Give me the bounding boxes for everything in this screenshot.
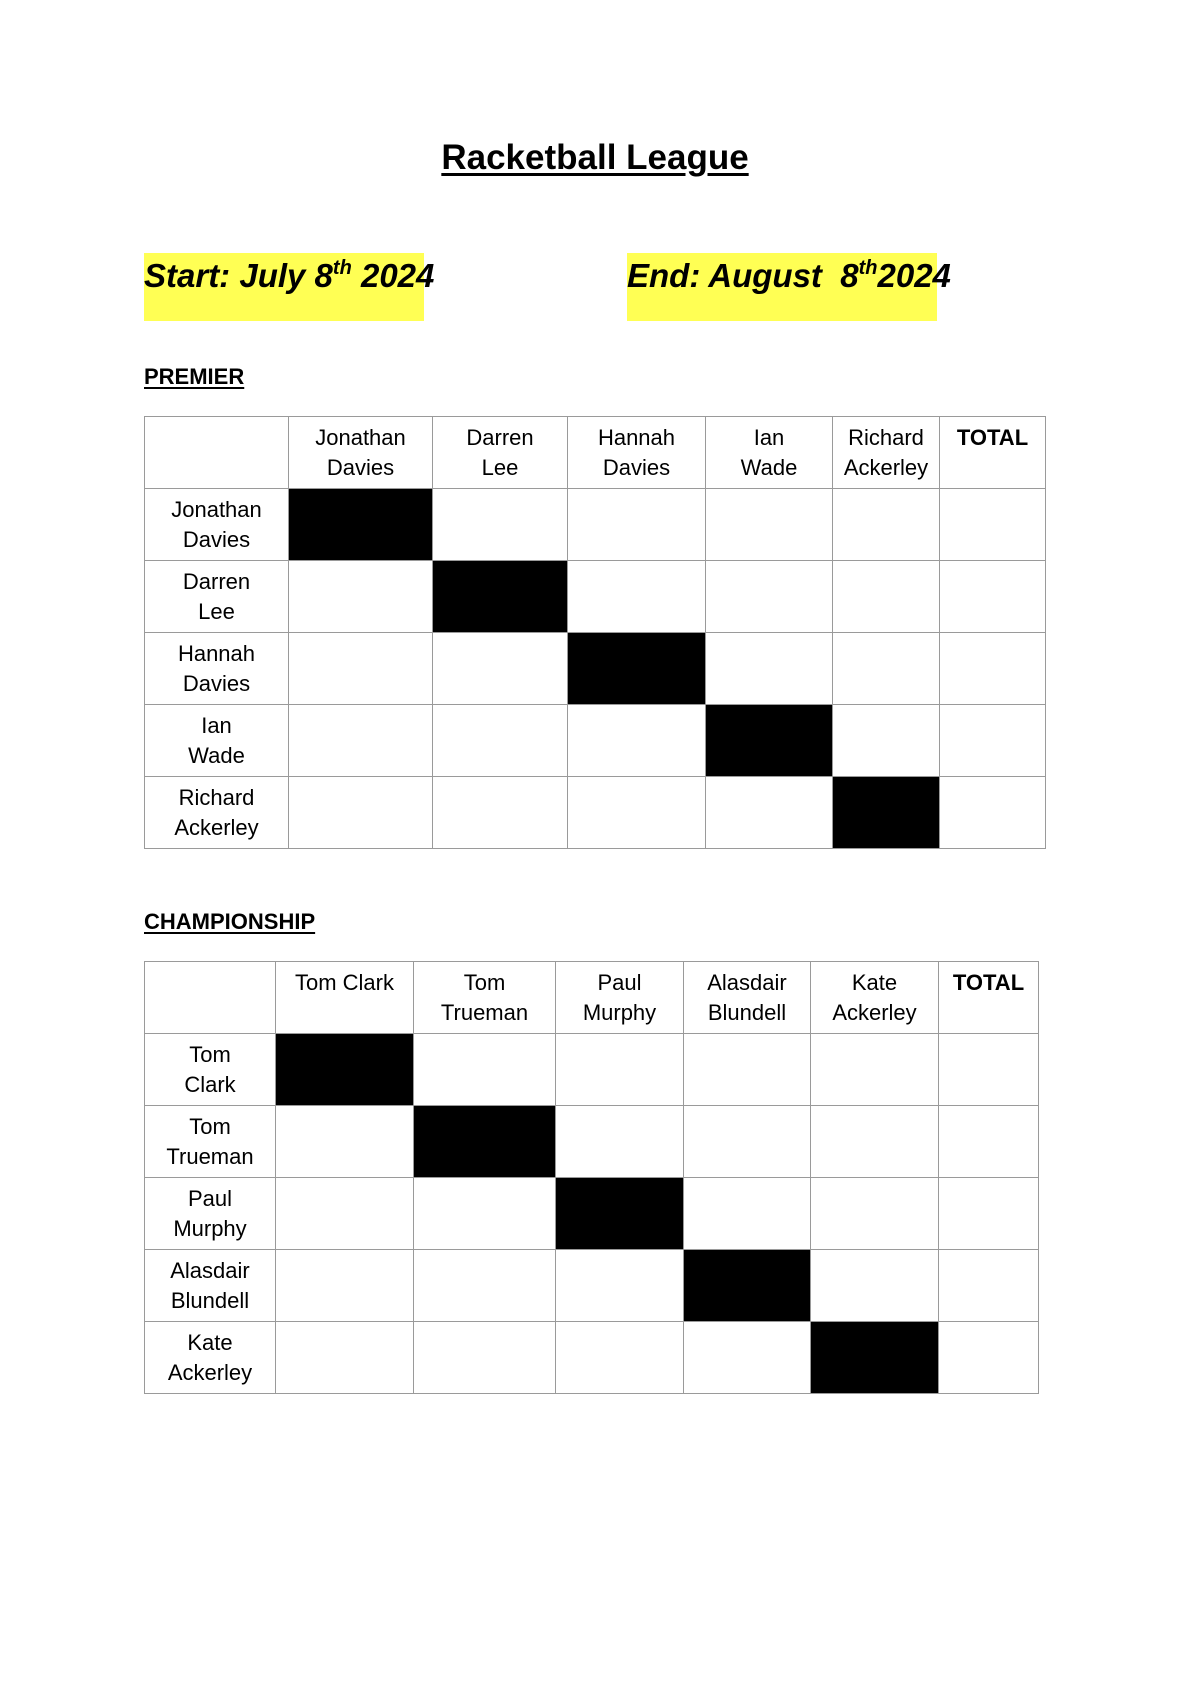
row-header (145, 1034, 276, 1106)
row-header (145, 777, 289, 849)
row-header-first: Kate (187, 1329, 233, 1355)
start-date-suffix: th (332, 257, 352, 279)
score-cell[interactable] (833, 561, 940, 633)
row-header-first: Alasdair (170, 1257, 250, 1283)
total-cell[interactable] (940, 561, 1046, 633)
column-header (833, 417, 940, 489)
score-cell[interactable] (568, 489, 706, 561)
column-header (556, 962, 684, 1034)
column-header (414, 962, 556, 1034)
row-header (145, 633, 289, 705)
table-row (145, 1250, 1039, 1322)
total-cell[interactable] (940, 777, 1046, 849)
column-header (684, 962, 811, 1034)
page-title: Racketball League (441, 138, 749, 177)
end-date-suffix: th (858, 257, 878, 279)
row-header-first: Darren (182, 568, 251, 594)
start-date-label: Start: July 8 (144, 257, 333, 294)
score-cell[interactable] (833, 705, 940, 777)
score-cell[interactable] (684, 1106, 811, 1178)
score-cell[interactable] (289, 561, 433, 633)
score-cell[interactable] (414, 1178, 556, 1250)
score-cell[interactable] (433, 489, 568, 561)
championship-heading: CHAMPIONSHIP (144, 909, 316, 934)
column-header-last: Ackerley (843, 455, 929, 480)
blocked-cell (833, 777, 940, 849)
row-header-last: Clark (184, 1071, 236, 1097)
total-cell[interactable] (939, 1106, 1039, 1178)
blocked-cell (706, 705, 833, 777)
blocked-cell (684, 1250, 811, 1322)
column-header-last: Blundell (707, 1000, 787, 1025)
total-cell[interactable] (940, 633, 1046, 705)
blocked-cell (811, 1322, 939, 1394)
score-cell[interactable] (706, 561, 833, 633)
score-cell[interactable] (568, 561, 706, 633)
table-row (145, 561, 1046, 633)
column-header-last: Ackerley (832, 1000, 917, 1025)
total-cell[interactable] (939, 1178, 1039, 1250)
score-cell[interactable] (568, 777, 706, 849)
total-cell[interactable] (939, 1250, 1039, 1322)
column-header-last: Davies (326, 455, 395, 480)
column-header (289, 417, 433, 489)
score-cell[interactable] (811, 1034, 939, 1106)
score-cell[interactable] (289, 777, 433, 849)
score-cell[interactable] (706, 777, 833, 849)
total-cell[interactable] (940, 705, 1046, 777)
start-date-year: 2024 (351, 257, 435, 294)
blocked-cell (276, 1034, 414, 1106)
score-cell[interactable] (568, 705, 706, 777)
corner-cell (145, 962, 276, 1034)
blocked-cell (289, 489, 433, 561)
column-header-first: Richard (848, 425, 924, 450)
row-header-first: Hannah (177, 640, 256, 666)
row-header-last: Davies (182, 526, 251, 552)
premier-heading: PREMIER (144, 364, 245, 389)
header-row (145, 962, 1039, 1034)
table-row (145, 633, 1046, 705)
table-row (145, 1322, 1039, 1394)
row-header-last: Blundell (170, 1287, 250, 1313)
score-cell[interactable] (811, 1178, 939, 1250)
corner-cell (145, 417, 289, 489)
row-header-first: Tom (189, 1113, 231, 1139)
row-header-first: Jonathan (171, 496, 262, 522)
premier-table (144, 416, 1046, 849)
row-header-first: Tom (189, 1041, 231, 1067)
row-header-last: Ackerley (174, 814, 259, 840)
row-header (145, 1322, 276, 1394)
row-header-last: Ackerley (167, 1359, 253, 1385)
column-header-first: Hannah (597, 425, 676, 450)
score-cell[interactable] (433, 705, 568, 777)
score-cell[interactable] (684, 1178, 811, 1250)
column-header-first: Paul (597, 970, 642, 995)
total-header: TOTAL (940, 417, 1046, 489)
column-header-last: Murphy (582, 1000, 657, 1025)
column-header (433, 417, 568, 489)
column-header-last: Wade (740, 455, 798, 480)
column-header (706, 417, 833, 489)
start-date (144, 253, 435, 321)
column-header-first: Jonathan (315, 425, 406, 450)
row-header-first: Paul (187, 1185, 233, 1211)
score-cell[interactable] (289, 705, 433, 777)
row-header (145, 705, 289, 777)
total-cell[interactable] (940, 489, 1046, 561)
blocked-cell (556, 1178, 684, 1250)
score-cell[interactable] (556, 1250, 684, 1322)
column-header (276, 962, 414, 1034)
column-header-last: Lee (481, 455, 519, 480)
row-header (145, 561, 289, 633)
score-cell[interactable] (414, 1034, 556, 1106)
end-date (627, 253, 951, 321)
score-cell[interactable] (433, 633, 568, 705)
header-row (145, 417, 1046, 489)
row-header-last: Wade (188, 742, 245, 768)
row-header (145, 1178, 276, 1250)
row-header-first: Richard (178, 784, 255, 810)
blocked-cell (568, 633, 706, 705)
score-cell[interactable] (706, 633, 833, 705)
score-cell[interactable] (556, 1034, 684, 1106)
championship-table (144, 961, 1039, 1394)
score-cell[interactable] (684, 1322, 811, 1394)
total-cell[interactable] (939, 1322, 1039, 1394)
score-cell[interactable] (811, 1106, 939, 1178)
score-cell[interactable] (414, 1322, 556, 1394)
score-cell[interactable] (556, 1106, 684, 1178)
end-date-year: 2024 (877, 257, 951, 294)
table-row (145, 1178, 1039, 1250)
column-header-first: Tom Clark (294, 970, 394, 995)
score-cell[interactable] (276, 1322, 414, 1394)
column-header-first: Kate (851, 970, 898, 995)
row-header-last: Trueman (166, 1143, 254, 1169)
score-cell[interactable] (833, 489, 940, 561)
row-header-last: Davies (182, 670, 251, 696)
column-header-last: Trueman (440, 1000, 529, 1025)
row-header (145, 1250, 276, 1322)
total-cell[interactable] (939, 1034, 1039, 1106)
row-header-first: Ian (201, 712, 232, 738)
score-cell[interactable] (706, 489, 833, 561)
table-row (145, 1106, 1039, 1178)
score-cell[interactable] (833, 633, 940, 705)
row-header (145, 1106, 276, 1178)
column-header-first: Darren (466, 425, 534, 450)
end-date-label: End: August 8 (627, 257, 859, 294)
score-cell[interactable] (684, 1034, 811, 1106)
blocked-cell (414, 1106, 556, 1178)
score-cell[interactable] (289, 633, 433, 705)
column-header-last: Davies (602, 455, 671, 480)
total-header: TOTAL (939, 962, 1039, 1034)
row-header-last: Lee (198, 598, 235, 624)
score-cell[interactable] (276, 1178, 414, 1250)
row-header-last: Murphy (173, 1215, 247, 1241)
column-header-first: Alasdair (707, 970, 787, 995)
score-cell[interactable] (414, 1250, 556, 1322)
column-header (811, 962, 939, 1034)
table-row (145, 705, 1046, 777)
score-cell[interactable] (276, 1106, 414, 1178)
column-header-first: Ian (753, 425, 785, 450)
score-cell[interactable] (556, 1322, 684, 1394)
score-cell[interactable] (811, 1250, 939, 1322)
table-row (145, 777, 1046, 849)
table-row (145, 489, 1046, 561)
blocked-cell (433, 561, 568, 633)
score-cell[interactable] (433, 777, 568, 849)
score-cell[interactable] (276, 1250, 414, 1322)
row-header (145, 489, 289, 561)
column-header (568, 417, 706, 489)
column-header-first: Tom (463, 970, 506, 995)
table-row (145, 1034, 1039, 1106)
